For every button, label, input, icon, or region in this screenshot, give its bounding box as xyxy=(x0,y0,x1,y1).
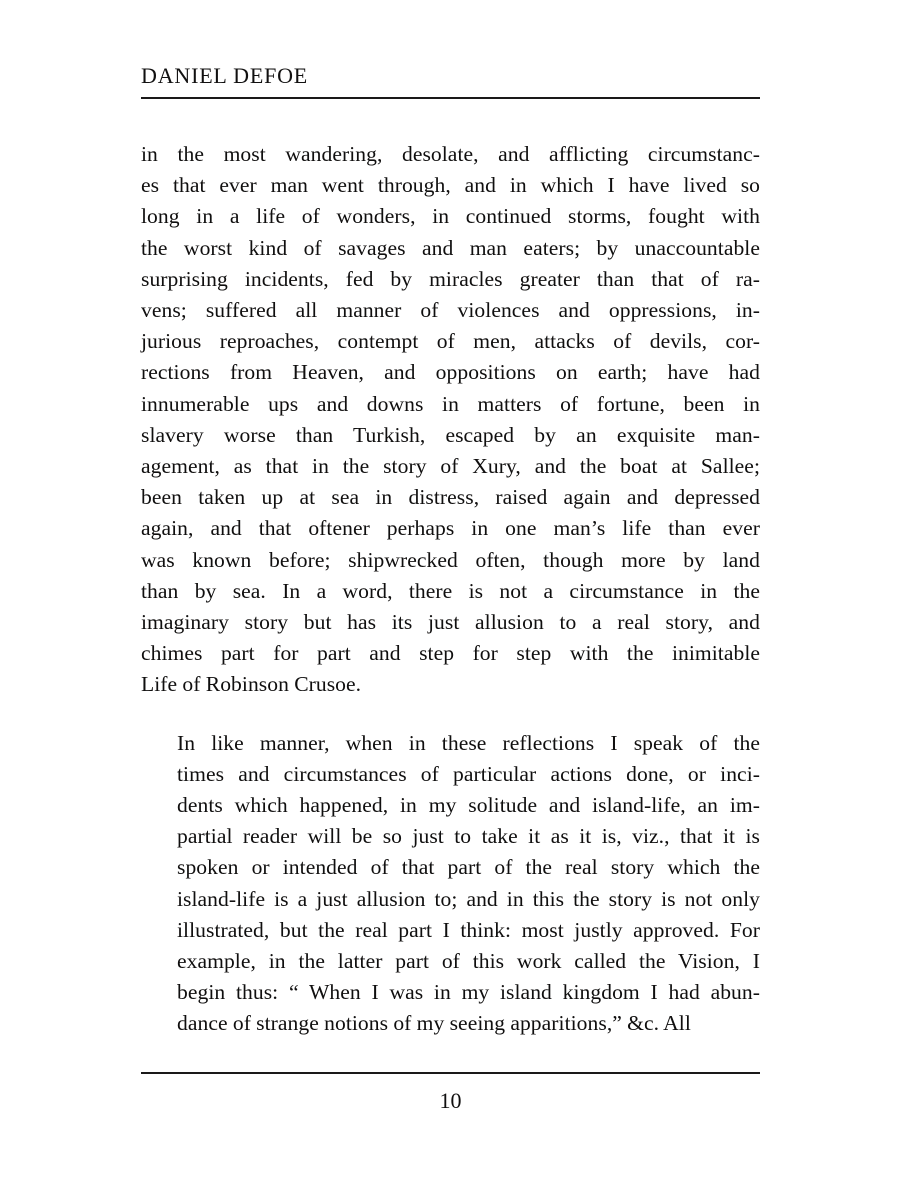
body-text-column xyxy=(141,139,760,1040)
text-line: dents which happened, in my solitude and island-life, an im- xyxy=(177,793,760,818)
text-line: rections from Heaven, and oppositions on earth; have had xyxy=(141,360,760,385)
text-line: island-life is a just allusion to; and in this the story is not only xyxy=(177,886,760,911)
text-line: long in a life of wonders, in continued storms, fought with xyxy=(141,204,760,229)
running-head: DANIEL DEFOE xyxy=(141,63,309,88)
text-line: spoken or intended of that part of the real story which the xyxy=(177,855,760,880)
text-line: es that ever man went through, and in which I have lived so xyxy=(141,173,760,198)
text-line: surprising incidents, fed by miracles greater than that of ra- xyxy=(141,266,760,291)
text-line: the worst kind of savages and man eaters; by unaccountable xyxy=(141,235,760,260)
paragraph xyxy=(141,728,760,1040)
text-line: than by sea. In a word, there is not a circumstance in the xyxy=(141,578,760,603)
text-line: been taken up at sea in distress, raised again and depressed xyxy=(141,485,760,510)
paragraph xyxy=(141,139,760,701)
text-line: partial reader will be so just to take it as it is, viz., that it is xyxy=(177,824,760,849)
text-line: agement, as that in the story of Xury, and the boat at Sallee; xyxy=(141,454,760,479)
text-line: in the most wandering, desolate, and afflicting circumstanc- xyxy=(141,142,760,166)
text-line: illustrated, but the real part I think: most justly approved. For xyxy=(177,917,760,942)
text-line: times and circumstances of particular actions done, or inci- xyxy=(177,761,760,786)
header-rule xyxy=(141,97,760,99)
page-header xyxy=(141,62,760,99)
text-line: chimes part for part and step for step with the inimitable xyxy=(141,641,760,666)
text-line: slavery worse than Turkish, escaped by an exquisite man- xyxy=(141,422,760,447)
text-line: Life of Robinson Crusoe. xyxy=(141,672,362,697)
text-line: vens; suffered all manner of violences and oppressions, in- xyxy=(141,298,760,323)
text-line: dance of strange notions of my seeing apparitions,” &c. All xyxy=(177,1011,691,1036)
text-line: again, and that oftener perhaps in one man’s life than ever xyxy=(141,516,760,541)
text-line: was known before; shipwrecked often, though more by land xyxy=(141,547,760,572)
text-line: imaginary story but has its just allusion to a real story, and xyxy=(141,610,760,635)
page-number: 10 xyxy=(439,1088,462,1113)
text-line: innumerable ups and downs in matters of fortune, been in xyxy=(141,391,760,416)
page-footer xyxy=(141,1072,760,1114)
text-line: In like manner, when in these reflections I speak of the xyxy=(177,730,760,755)
text-line: example, in the latter part of this work called the Vision, I xyxy=(177,949,760,974)
text-line: jurious reproaches, contempt of men, attacks of devils, cor- xyxy=(141,329,760,354)
text-line: begin thus: “ When I was in my island kingdom I had abun- xyxy=(177,980,760,1005)
footer-rule xyxy=(141,1072,760,1074)
